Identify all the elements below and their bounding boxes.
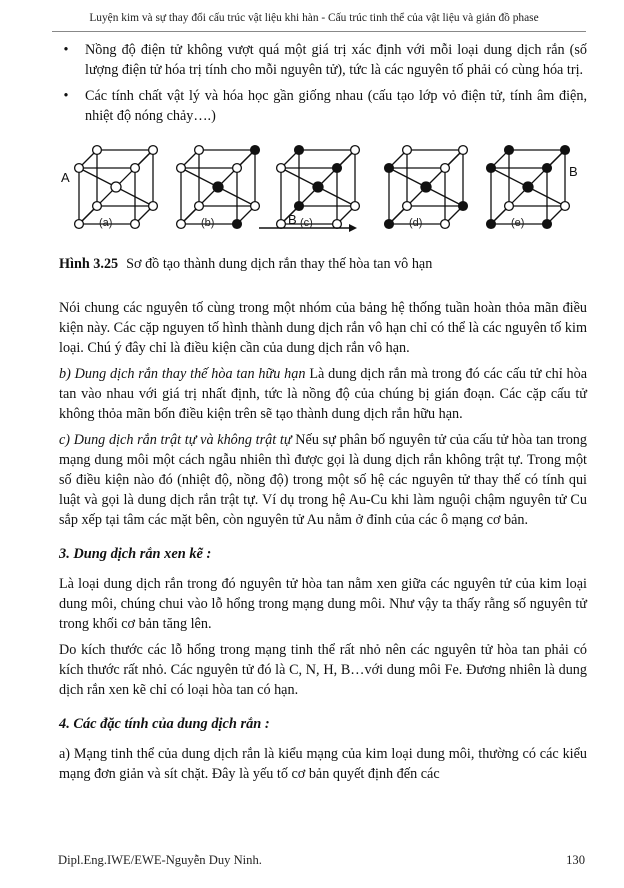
lattice-atom [459, 202, 468, 211]
lattice-atom [441, 164, 450, 173]
lattice-atom [93, 202, 102, 211]
bullet-dot-icon: • [63, 88, 69, 104]
lattice-atom [523, 182, 533, 192]
lattice-atom [561, 202, 570, 211]
lattice-cell [177, 146, 260, 229]
lattice-atom [351, 146, 360, 155]
bullet-text: Nồng độ điện tử không vượt quá một giá trị xác định với mỗi loại dung dịch rắn (số lượng điện tử hóa trị tính cho mỗi nguyên tử), tức là các nguyên tố phải có cùng hóa trị. [85, 42, 587, 78]
bullet-item [59, 40, 587, 80]
panel-label-e: (e) [511, 217, 525, 229]
lattice-cell [487, 146, 570, 229]
lattice-atom [251, 146, 260, 155]
lattice-atom [505, 146, 514, 155]
caption-text: Sơ đồ tạo thành dung dịch rắn thay thế hòa tan vô hạn [126, 256, 433, 272]
lattice-atom [295, 146, 304, 155]
lattice-atom [177, 164, 186, 173]
lattice-atom [177, 220, 186, 229]
paragraph-3-lead: c) Dung dịch rắn trật tự và không trật tự [59, 432, 292, 448]
lattice-atom [295, 202, 304, 211]
lattice-atom [233, 220, 242, 229]
lattice-atom [75, 220, 84, 229]
footer-author: Dipl.Eng.IWE/EWE-Nguyễn Duy Ninh. [58, 853, 262, 867]
lattice-atom [487, 220, 496, 229]
lattice-atom [333, 164, 342, 173]
lattice-atom [313, 182, 323, 192]
lattice-atom [505, 202, 514, 211]
lattice-cell [385, 146, 468, 229]
lattice-atom [543, 164, 552, 173]
paragraph-6: a) Mạng tinh thể của dung dịch rắn là kiểu mạng của kim loại dung môi, thường có các kiểu mạng đơn giản và sít chặt. Đây là yếu tố cơ bản quyết định đến các [59, 746, 587, 782]
lattice-atom [385, 220, 394, 229]
lattice-atom [543, 220, 552, 229]
paragraph-2 [59, 364, 587, 424]
paragraph-3-body: Nếu sự phân bố nguyên tử của cấu tử hòa tan trong mạng dung môi một cách ngẫu nhiên thì được gọi là dung dịch rắn không trật tự. Trong một số điều kiện nào đó (nhiệt độ, nồng độ) trong một số hệ các nguyên tử thay thế có tính qui luật và gọi là dung dịch rắn trật tự. Ví dụ trong hệ Au-Cu khi làm nguội chậm nguyên tử Cu sắp xếp tại tâm các mặt bên, còn nguyên tử Au nằm ở đỉnh của các ô mạng cơ bản. [59, 432, 587, 528]
page-footer [58, 853, 585, 868]
lattice-atom [459, 146, 468, 155]
paragraph-4: Là loại dung dịch rắn trong đó nguyên tử hòa tan nằm xen giữa các nguyên tử của kim loại dung môi, chúng chui vào lỗ hổng trong mạng dung môi. Như vậy ta thấy rằng số nguyên tử trong khối cơ bản tăng lên. [59, 576, 587, 632]
panel-label-d: (d) [409, 217, 423, 229]
paragraph-3 [59, 430, 587, 530]
lattice-atom [75, 164, 84, 173]
lattice-atom [277, 220, 286, 229]
paragraph-5: Do kích thước các lỗ hổng trong mạng tinh thể rất nhỏ nên các nguyên tử hòa tan phải có kích thước rất nhỏ. Các nguyên tử đó là C, N, H, B…với dung môi Fe. Đương nhiên là dung dịch rắn xen kẽ chỉ có loại hòa tan có hạn. [59, 642, 587, 698]
lattice-atom [441, 220, 450, 229]
lattice-atom [149, 146, 158, 155]
lattice-cell [75, 146, 158, 229]
lattice-atom [277, 164, 286, 173]
paragraph-2-body: Là dung dịch rắn mà trong đó các cấu tử chỉ hòa tan vào nhau với giá trị nhất định, tức là nồng độ của chúng bị gián đoạn. Các cặp cấu tử không thỏa mãn bốn điều kiện trên sẽ tạo thành dung dịch rắn hữu hạn. [59, 366, 587, 422]
lattice-cubes [75, 146, 570, 229]
crystal-lattice-figure [59, 136, 587, 236]
panel-label-a: (a) [99, 217, 113, 229]
label-a: A [61, 170, 70, 185]
lattice-atom [487, 164, 496, 173]
panel-label-b: (b) [201, 217, 215, 229]
lattice-diagram [59, 136, 587, 236]
lattice-atom [251, 202, 260, 211]
section-heading-4: 4. Các đặc tính của dung dịch rắn : [59, 716, 270, 732]
lattice-atom [403, 146, 412, 155]
figure-caption [59, 254, 587, 274]
section-heading-3: 3. Dung dịch rắn xen kẽ : [59, 546, 212, 562]
running-header: Luyện kim và sự thay đổi cấu trúc vật liệu khi hàn - Cấu trúc tinh thể của vật liệu và giản đồ phase [89, 12, 539, 24]
bullet-text: Các tính chất vật lý và hóa học gần giống nhau (cấu tạo lớp vỏ điện tử, tính âm điện, nhiệt độ nóng chảy….) [85, 88, 587, 124]
label-b-arrow: B [288, 212, 297, 227]
paragraph-2-lead: b) Dung dịch rắn thay thế hòa tan hữu hạn [59, 366, 306, 382]
content [59, 40, 587, 784]
lattice-atom [149, 202, 158, 211]
paragraph-1: Nói chung các nguyên tố cùng trong một nhóm của bảng hệ thống tuần hoàn thỏa mãn điều kiện này. Các cặp nguyen tố hình thành dung dịch rắn vô hạn chỉ có thể là các nguyên tố kim loại. Chú ý đây chỉ là điều kiện cần của dung dịch rắn vô hạn. [59, 300, 587, 356]
lattice-atom [111, 182, 121, 192]
lattice-atom [131, 164, 140, 173]
lattice-atom [385, 164, 394, 173]
lattice-atom [333, 220, 342, 229]
label-b-side: B [569, 164, 578, 179]
lattice-atom [131, 220, 140, 229]
lattice-atom [213, 182, 223, 192]
lattice-atom [233, 164, 242, 173]
caption-number: Hình 3.25 [59, 256, 119, 272]
lattice-atom [403, 202, 412, 211]
panel-label-c: (c) [300, 217, 313, 229]
lattice-atom [351, 202, 360, 211]
lattice-atom [93, 146, 102, 155]
bullet-dot-icon: • [63, 42, 69, 58]
header-rule [52, 31, 586, 32]
page-number: 130 [566, 853, 585, 867]
lattice-atom [561, 146, 570, 155]
arrow-head-icon [349, 224, 357, 232]
lattice-atom [195, 146, 204, 155]
lattice-atom [421, 182, 431, 192]
lattice-atom [195, 202, 204, 211]
bullet-item [59, 86, 587, 126]
